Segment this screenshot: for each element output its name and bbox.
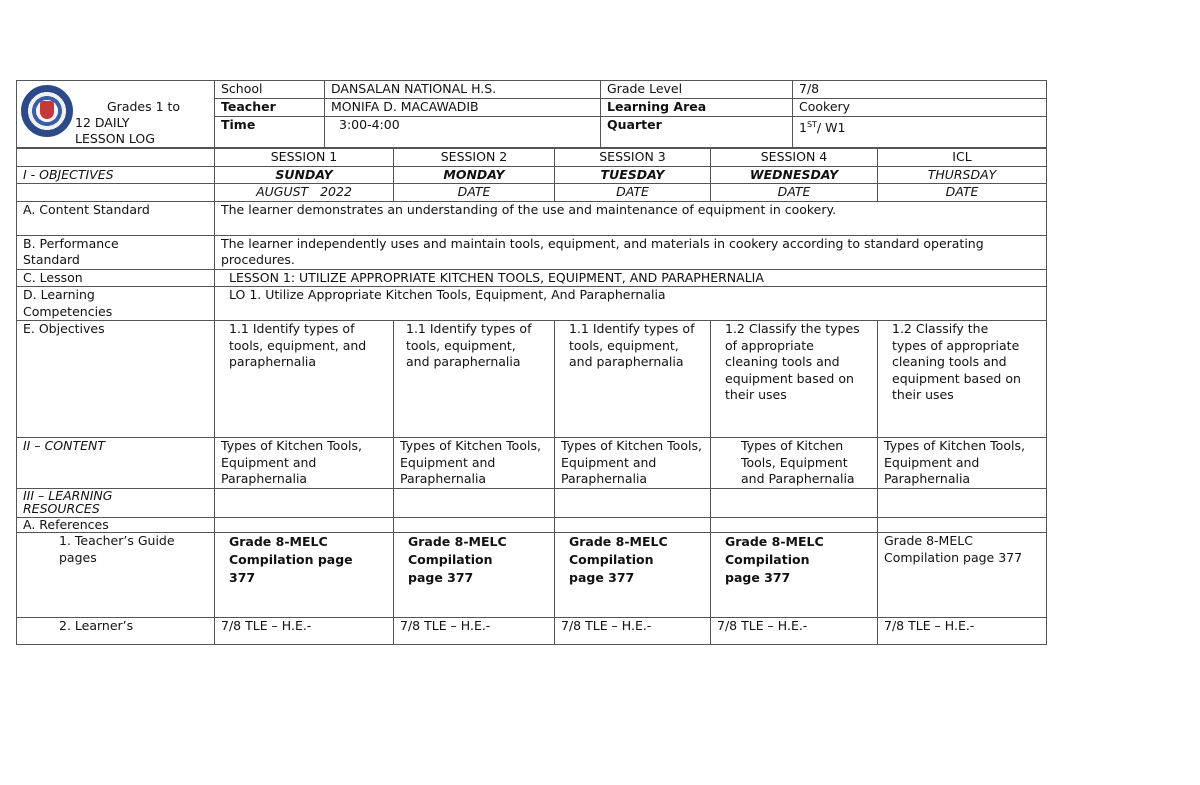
content-standard-label: A. Content Standard <box>17 201 215 235</box>
session-1-day: SUNDAY <box>215 166 394 184</box>
content-cell: Types of Kitchen Tools, Equipment and Paraphernalia <box>711 438 878 489</box>
learners-cell: 7/8 TLE – H.E.- <box>555 618 711 645</box>
time-value: 3:00-4:00 <box>325 116 601 148</box>
school-value: DANSALAN NATIONAL H.S. <box>325 81 601 99</box>
objective-cell: 1.2 Classify the types of appropriate cleaning tools and equipment based on their uses <box>878 321 1047 438</box>
e-objectives-label: E. Objectives <box>17 321 215 438</box>
lesson-table <box>16 148 1047 645</box>
logo-cell <box>17 81 215 148</box>
objective-cell: 1.2 Classify the types of appropriate cleaning tools and equipment based on their uses <box>711 321 878 438</box>
session-3-date: DATE <box>555 184 711 202</box>
teachers-guide-cell: Grade 8-MELC Compilation page 377 <box>555 533 711 618</box>
learning-competencies-label: D. Learning Competencies <box>17 287 215 321</box>
learning-area-label: Learning Area <box>601 98 793 116</box>
learning-area-value: Cookery <box>793 98 1047 116</box>
learners-cell: 7/8 TLE – H.E.- <box>394 618 555 645</box>
session-3-day: TUESDAY <box>555 166 711 184</box>
learning-competencies-text: LO 1. Utilize Appropriate Kitchen Tools, Equipment, And Paraphernalia <box>215 287 1047 321</box>
icl-title: ICL <box>878 149 1047 167</box>
grade-level-label: Grade Level <box>601 81 793 99</box>
learners-cell: 7/8 TLE – H.E.- <box>215 618 394 645</box>
quarter-label: Quarter <box>601 116 793 148</box>
lesson-text: LESSON 1: UTILIZE APPROPRIATE KITCHEN TOOLS, EQUIPMENT, AND PARAPHERNALIA <box>215 269 1047 287</box>
teachers-guide-cell: Grade 8-MELC Compilation page 377 <box>711 533 878 618</box>
content-standard-text: The learner demonstrates an understanding of the use and maintenance of equipment in cookery. <box>215 201 1047 235</box>
session-3-title: SESSION 3 <box>555 149 711 167</box>
learners-label: 2. Learner’s <box>17 618 215 645</box>
grade-level-value: 7/8 <box>793 81 1047 99</box>
school-label: School <box>215 81 325 99</box>
session-4-date: DATE <box>711 184 878 202</box>
performance-standard-text: The learner independently uses and maintain tools, equipment, and materials in cookery according to standard operating procedures. <box>215 235 1047 269</box>
learners-cell: 7/8 TLE – H.E.- <box>711 618 878 645</box>
teacher-label: Teacher <box>215 98 325 116</box>
header-table <box>16 80 1047 148</box>
session-2-title: SESSION 2 <box>394 149 555 167</box>
references-label: A. References <box>17 518 215 533</box>
deped-seal-logo <box>21 85 73 137</box>
content-heading: II – CONTENT <box>17 438 215 489</box>
content-cell: Types of Kitchen Tools, Equipment and Paraphernalia <box>555 438 711 489</box>
session-4-day: WEDNESDAY <box>711 166 878 184</box>
teachers-guide-cell: Grade 8-MELC Compilation page 377 <box>878 533 1047 618</box>
content-cell: Types of Kitchen Tools, Equipment and Paraphernalia <box>878 438 1047 489</box>
content-cell: Types of Kitchen Tools, Equipment and Paraphernalia <box>394 438 555 489</box>
objective-cell: 1.1 Identify types of tools, equipment, and paraphernalia <box>215 321 394 438</box>
time-label: Time <box>215 116 325 148</box>
objective-cell: 1.1 Identify types of tools, equipment, and paraphernalia <box>394 321 555 438</box>
icl-day: THURSDAY <box>878 166 1047 184</box>
session-4-title: SESSION 4 <box>711 149 878 167</box>
session-1-date: AUGUST 2022 <box>215 184 394 202</box>
teachers-guide-cell: Grade 8-MELC Compilation page 377 <box>215 533 394 618</box>
teacher-value: MONIFA D. MACAWADIB <box>325 98 601 116</box>
lesson-label: C. Lesson <box>17 269 215 287</box>
learners-cell: 7/8 TLE – H.E.- <box>878 618 1047 645</box>
session-2-date: DATE <box>394 184 555 202</box>
objectives-heading: I - OBJECTIVES <box>17 166 215 184</box>
performance-standard-label: B. Performance Standard <box>17 235 215 269</box>
content-cell: Types of Kitchen Tools, Equipment and Paraphernalia <box>215 438 394 489</box>
learning-resources-heading: III – LEARNING RESOURCES <box>17 489 215 518</box>
icl-date: DATE <box>878 184 1047 202</box>
quarter-value: 1ST/ W1 <box>793 116 1047 148</box>
objective-cell: 1.1 Identify types of tools, equipment, and paraphernalia <box>555 321 711 438</box>
teachers-guide-label: 1. Teacher’s Guide pages <box>17 533 215 618</box>
form-title: Grades 1 to 12 DAILY LESSON LOG <box>75 99 181 146</box>
teachers-guide-cell: Grade 8-MELC Compilation page 377 <box>394 533 555 618</box>
session-2-day: MONDAY <box>394 166 555 184</box>
session-1-title: SESSION 1 <box>215 149 394 167</box>
